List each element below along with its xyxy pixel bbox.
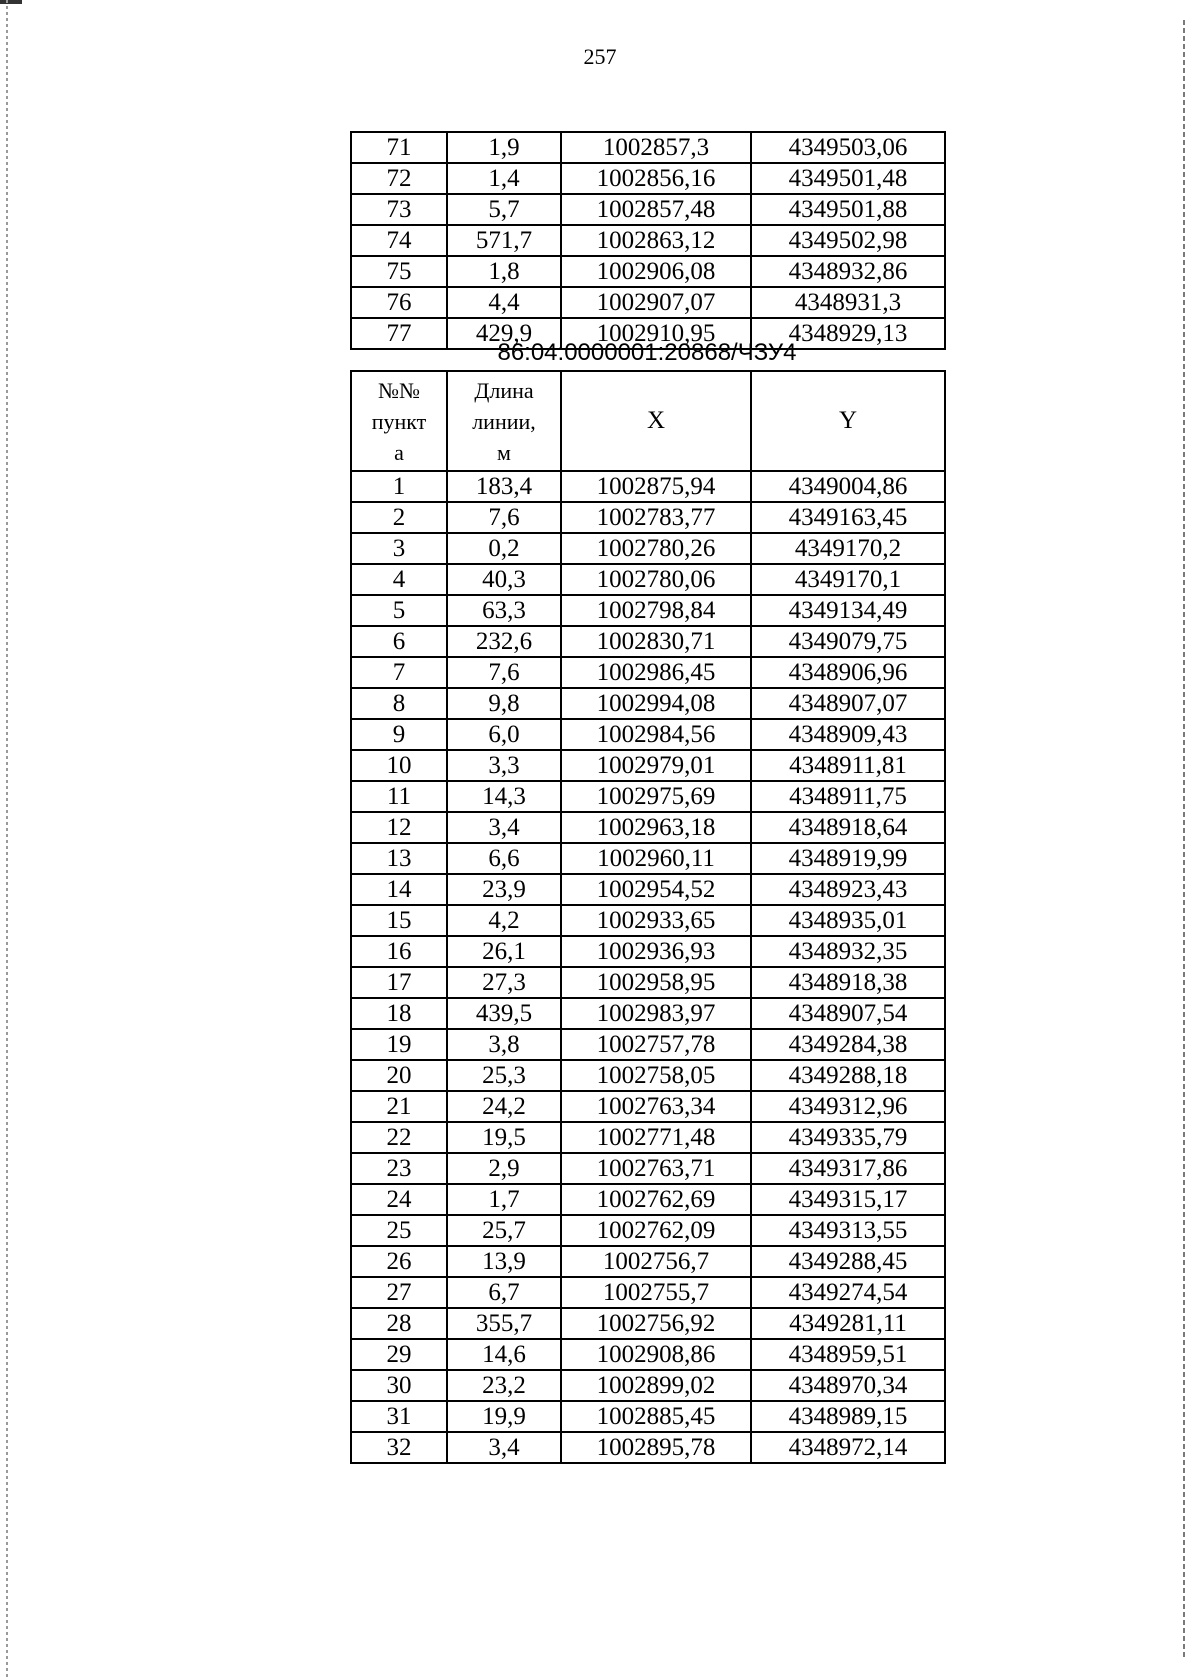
cell-point-number: 21 [351,1091,447,1122]
table-row [351,163,945,194]
cell-point-number: 71 [351,132,447,163]
cell-point-number: 77 [351,318,447,349]
cell-line-length: 429,9 [447,318,561,349]
cell-x: 1002936,93 [561,936,751,967]
cell-x: 1002907,07 [561,287,751,318]
cell-point-number: 5 [351,595,447,626]
cell-point-number: 1 [351,471,447,502]
table-row [351,812,945,843]
scan-corner-mark [0,0,22,4]
cell-y: 4348907,54 [751,998,945,1029]
table-row [351,471,945,502]
scan-edge-right [1183,20,1185,1660]
cell-x: 1002958,95 [561,967,751,998]
cell-line-length: 6,0 [447,719,561,750]
cell-point-number: 27 [351,1277,447,1308]
cell-y: 4349288,45 [751,1246,945,1277]
cell-x: 1002756,92 [561,1308,751,1339]
table-row [351,874,945,905]
cell-x: 1002798,84 [561,595,751,626]
cell-y: 4348929,13 [751,318,945,349]
cell-x: 1002762,69 [561,1184,751,1215]
cell-point-number: 4 [351,564,447,595]
table-row [351,843,945,874]
cell-x: 1002856,16 [561,163,751,194]
cell-x: 1002758,05 [561,1060,751,1091]
cell-y: 4348907,07 [751,688,945,719]
cell-line-length: 63,3 [447,595,561,626]
table-row [351,688,945,719]
table-row [351,225,945,256]
table-row [351,502,945,533]
table-row [351,1153,945,1184]
cell-point-number: 10 [351,750,447,781]
cell-line-length: 25,7 [447,1215,561,1246]
cell-x: 1002757,78 [561,1029,751,1060]
cell-x: 1002908,86 [561,1339,751,1370]
table-row [351,564,945,595]
cell-point-number: 23 [351,1153,447,1184]
cell-x: 1002875,94 [561,471,751,502]
cell-y: 4348932,86 [751,256,945,287]
cell-line-length: 19,9 [447,1401,561,1432]
cell-x: 1002780,26 [561,533,751,564]
cell-x: 1002975,69 [561,781,751,812]
header-row [351,371,945,471]
cell-line-length: 7,6 [447,502,561,533]
cell-line-length: 14,6 [447,1339,561,1370]
cell-line-length: 2,9 [447,1153,561,1184]
cell-y: 4348911,81 [751,750,945,781]
cell-line-length: 3,8 [447,1029,561,1060]
cell-point-number: 8 [351,688,447,719]
cell-y: 4348935,01 [751,905,945,936]
table-row [351,1277,945,1308]
cell-line-length: 9,8 [447,688,561,719]
cell-point-number: 76 [351,287,447,318]
cell-x: 1002933,65 [561,905,751,936]
header-text-line: м [497,439,511,465]
header-point-number [351,371,447,471]
cell-line-length: 439,5 [447,998,561,1029]
table-row [351,132,945,163]
header-text-line: Длина [474,377,534,403]
cell-y: 4349170,1 [751,564,945,595]
cell-point-number: 24 [351,1184,447,1215]
cell-x: 1002885,45 [561,1401,751,1432]
cell-line-length: 26,1 [447,936,561,967]
table-row [351,781,945,812]
table-row [351,1122,945,1153]
cell-point-number: 74 [351,225,447,256]
table-row [351,256,945,287]
table-row [351,905,945,936]
cell-line-length: 3,3 [447,750,561,781]
table-row [351,287,945,318]
header-line-length [447,371,561,471]
cell-y: 4349079,75 [751,626,945,657]
cell-y: 4348919,99 [751,843,945,874]
table-row [351,1432,945,1463]
cell-y: 4348959,51 [751,1339,945,1370]
table-body [351,132,945,349]
cell-y: 4349163,45 [751,502,945,533]
cell-x: 1002762,09 [561,1215,751,1246]
table-row [351,1401,945,1432]
cell-y: 4349315,17 [751,1184,945,1215]
table-row [351,1029,945,1060]
cell-point-number: 13 [351,843,447,874]
cell-x: 1002756,7 [561,1246,751,1277]
cell-y: 4348932,35 [751,936,945,967]
cell-line-length: 23,2 [447,1370,561,1401]
cell-line-length: 0,2 [447,533,561,564]
cell-line-length: 5,7 [447,194,561,225]
table-row [351,1060,945,1091]
cell-line-length: 19,5 [447,1122,561,1153]
table-row [351,1308,945,1339]
cell-y: 4348972,14 [751,1432,945,1463]
table-row [351,657,945,688]
cell-y: 4348911,75 [751,781,945,812]
cell-line-length: 4,4 [447,287,561,318]
cell-x: 1002963,18 [561,812,751,843]
header-text-line: линии, [472,408,536,434]
cell-line-length: 183,4 [447,471,561,502]
cell-point-number: 28 [351,1308,447,1339]
table-row [351,1091,945,1122]
cell-x: 1002863,12 [561,225,751,256]
cell-y: 4349501,48 [751,163,945,194]
cell-y: 4349312,96 [751,1091,945,1122]
cell-y: 4348989,15 [751,1401,945,1432]
cell-point-number: 25 [351,1215,447,1246]
table-row [351,1215,945,1246]
cell-line-length: 355,7 [447,1308,561,1339]
cell-x: 1002780,06 [561,564,751,595]
cell-line-length: 4,2 [447,905,561,936]
cell-line-length: 23,9 [447,874,561,905]
cell-line-length: 40,3 [447,564,561,595]
table-row [351,1184,945,1215]
cell-x: 1002763,71 [561,1153,751,1184]
cell-y: 4349501,88 [751,194,945,225]
cell-line-length: 3,4 [447,1432,561,1463]
cell-x: 1002830,71 [561,626,751,657]
cell-y: 4349134,49 [751,595,945,626]
cell-x: 1002986,45 [561,657,751,688]
table-row [351,967,945,998]
cell-point-number: 32 [351,1432,447,1463]
cell-x: 1002906,08 [561,256,751,287]
cell-y: 4349284,38 [751,1029,945,1060]
cell-point-number: 12 [351,812,447,843]
cell-x: 1002783,77 [561,502,751,533]
cell-line-length: 13,9 [447,1246,561,1277]
cell-point-number: 29 [351,1339,447,1370]
cell-x: 1002983,97 [561,998,751,1029]
cell-y: 4349274,54 [751,1277,945,1308]
table-row [351,998,945,1029]
cell-point-number: 17 [351,967,447,998]
table-body [351,471,945,1463]
cell-point-number: 15 [351,905,447,936]
cell-line-length: 14,3 [447,781,561,812]
cell-point-number: 73 [351,194,447,225]
table-row [351,595,945,626]
coordinates-table [350,370,946,1464]
table-row [351,1339,945,1370]
coordinates-table-continued [350,131,946,350]
cell-x: 1002763,34 [561,1091,751,1122]
cell-x: 1002979,01 [561,750,751,781]
cell-line-length: 6,7 [447,1277,561,1308]
cell-line-length: 25,3 [447,1060,561,1091]
table-row [351,1246,945,1277]
cell-point-number: 9 [351,719,447,750]
cell-point-number: 16 [351,936,447,967]
cell-line-length: 1,9 [447,132,561,163]
cell-line-length: 6,6 [447,843,561,874]
cell-point-number: 6 [351,626,447,657]
cell-point-number: 11 [351,781,447,812]
table-row [351,1370,945,1401]
cell-y: 4349313,55 [751,1215,945,1246]
header-y: Y [751,371,945,471]
cell-line-length: 27,3 [447,967,561,998]
cell-line-length: 1,4 [447,163,561,194]
cell-line-length: 1,8 [447,256,561,287]
cell-line-length: 7,6 [447,657,561,688]
cell-point-number: 19 [351,1029,447,1060]
cell-y: 4348931,3 [751,287,945,318]
cell-line-length: 571,7 [447,225,561,256]
cell-y: 4348970,34 [751,1370,945,1401]
cell-x: 1002895,78 [561,1432,751,1463]
cell-y: 4349502,98 [751,225,945,256]
table-row [351,194,945,225]
table-row [351,533,945,564]
cell-y: 4348923,43 [751,874,945,905]
cell-point-number: 75 [351,256,447,287]
scan-edge-left [6,0,8,1680]
header-text-line: пункт [371,408,427,434]
cell-y: 4348909,43 [751,719,945,750]
cell-point-number: 3 [351,533,447,564]
cell-y: 4349317,86 [751,1153,945,1184]
cell-y: 4349288,18 [751,1060,945,1091]
cell-x: 1002910,95 [561,318,751,349]
cell-point-number: 18 [351,998,447,1029]
cell-point-number: 14 [351,874,447,905]
header-text-line: а [394,439,404,465]
cell-x: 1002994,08 [561,688,751,719]
cell-point-number: 26 [351,1246,447,1277]
cell-point-number: 22 [351,1122,447,1153]
cell-y: 4349170,2 [751,533,945,564]
cell-point-number: 30 [351,1370,447,1401]
cell-x: 1002755,7 [561,1277,751,1308]
cell-x: 1002857,3 [561,132,751,163]
cell-y: 4348906,96 [751,657,945,688]
table-row [351,719,945,750]
cell-line-length: 1,7 [447,1184,561,1215]
cell-line-length: 232,6 [447,626,561,657]
cell-x: 1002857,48 [561,194,751,225]
cell-x: 1002954,52 [561,874,751,905]
cell-y: 4348918,38 [751,967,945,998]
cell-x: 1002960,11 [561,843,751,874]
section-title: 86:04:0000001:20868/ЧЗУ4 [497,339,797,366]
cell-point-number: 2 [351,502,447,533]
page-number: 257 [583,44,617,69]
cell-point-number: 7 [351,657,447,688]
cell-y: 4349281,11 [751,1308,945,1339]
cell-point-number: 72 [351,163,447,194]
cell-line-length: 3,4 [447,812,561,843]
cell-x: 1002899,02 [561,1370,751,1401]
cell-x: 1002771,48 [561,1122,751,1153]
cell-y: 4349335,79 [751,1122,945,1153]
header-x: X [561,371,751,471]
header-text-line: №№ [378,377,420,403]
table-row [351,750,945,781]
table-row [351,626,945,657]
cell-line-length: 24,2 [447,1091,561,1122]
table-header [351,371,945,471]
cell-y: 4349004,86 [751,471,945,502]
cell-point-number: 31 [351,1401,447,1432]
cell-y: 4349503,06 [751,132,945,163]
cell-y: 4348918,64 [751,812,945,843]
cell-point-number: 20 [351,1060,447,1091]
table-row [351,936,945,967]
cell-x: 1002984,56 [561,719,751,750]
